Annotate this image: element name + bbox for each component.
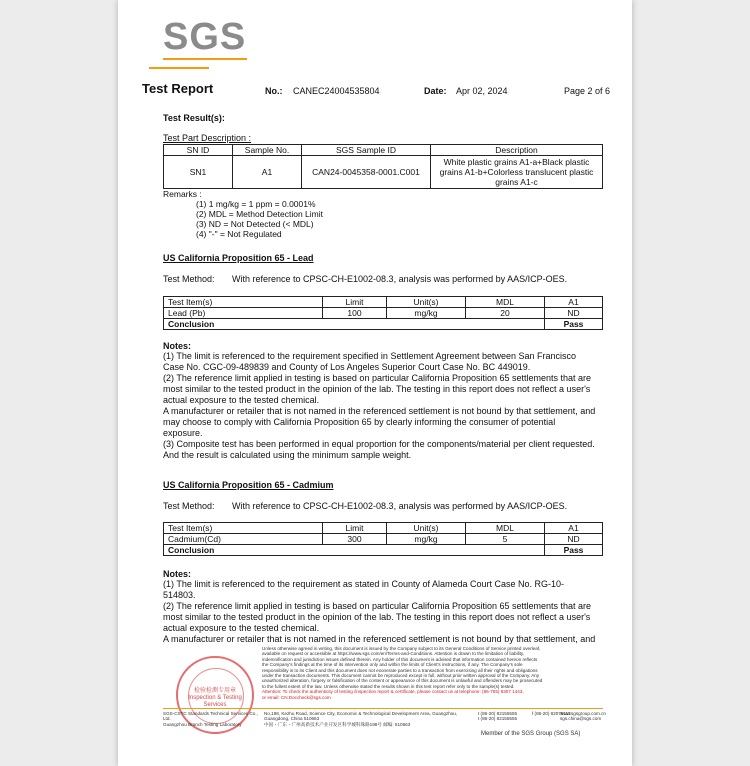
col-test-item: Test Item(s) <box>164 523 323 534</box>
note-line: (3) Composite test has been performed in equal proportion for the components/material per client requested. <box>163 439 595 449</box>
col-description: Description <box>431 145 603 156</box>
remark-item: (4) "-" = Not Regulated <box>196 229 282 239</box>
note-line: 514803. <box>163 590 196 600</box>
cell-units: mg/kg <box>387 308 466 319</box>
footer-phones: t (86-20) 82155555 t (86-20) 82155555 <box>478 711 518 722</box>
table-row <box>164 534 603 545</box>
test-results-heading: Test Result(s): <box>163 113 225 123</box>
remark-item: (3) ND = Not Detected (< MDL) <box>196 219 314 229</box>
note-line: may choose to comply with California Proposition 65 by clearly informing the consumer of potential <box>163 417 556 427</box>
date-label: Date: <box>424 86 447 96</box>
logo-underline-2 <box>149 67 209 69</box>
footer-web: www.sgsgroup.com.cn sgs.china@sgs.com <box>560 711 606 722</box>
footer-rule <box>163 708 603 709</box>
notes-lead-label: Notes: <box>163 341 192 351</box>
cell-limit: 100 <box>323 308 387 319</box>
section-cadmium-title: US California Proposition 65 - Cadmium <box>163 480 334 490</box>
conclusion-row <box>164 545 603 556</box>
remark-item: (1) 1 mg/kg = 1 ppm = 0.0001% <box>196 199 316 209</box>
col-mdl: MDL <box>466 523 545 534</box>
report-no-value: CANEC24004535804 <box>293 86 380 96</box>
cell-sgs-sample-id: CAN24-0045358-0001.C001 <box>302 156 431 189</box>
col-units: Unit(s) <box>387 297 466 308</box>
col-sample-no: Sample No. <box>233 145 302 156</box>
lead-method-text: With reference to CPSC-CH-E1002-08.3, analysis was performed by AAS/ICP-OES. <box>232 274 568 284</box>
note-line: (2) The reference limit applied in testing is based on particular California Proposition 65 settlements that are <box>163 601 592 611</box>
col-sn-id: SN ID <box>164 145 233 156</box>
remarks-list <box>196 199 323 239</box>
note-line: actual exposure to the tested chemical. <box>163 623 320 633</box>
part-description-table <box>163 144 603 189</box>
col-units: Unit(s) <box>387 523 466 534</box>
footer-address: No.198, Kezhu Road, Science City, Economic & Technological Development Area, Guangzhou, Guangdong, China 510663 中国・广东・广州高新技术产业开发区科学城科珠路198号 邮编: 510663 <box>264 711 458 727</box>
remark-item: (2) MDL = Method Detection Limit <box>196 209 323 219</box>
lead-method-label: Test Method: <box>163 274 215 284</box>
table-row <box>164 308 603 319</box>
note-line: A manufacturer or retailer that is not named in the referenced settlement is not bound by that settlement, and <box>163 406 596 416</box>
conclusion-row <box>164 319 603 330</box>
sgs-logo-text: SGS <box>163 16 247 58</box>
cell-units: mg/kg <box>387 534 466 545</box>
cadmium-results-table <box>163 522 603 556</box>
lead-results-table <box>163 296 603 330</box>
table-row <box>164 156 603 189</box>
footer-company: SGS-CSTC Standards Technical Services Co., Ltd. Guangzhou Branch Testing Laboratory <box>163 711 258 727</box>
conclusion-value: Pass <box>545 545 603 556</box>
cell-a1: ND <box>545 308 603 319</box>
report-title: Test Report <box>142 81 214 96</box>
seal-text: 检验检测专用章 Inspection & Testing Services <box>188 688 242 708</box>
conclusion-value: Pass <box>545 319 603 330</box>
notes-cd-label: Notes: <box>163 569 192 579</box>
col-mdl: MDL <box>466 297 545 308</box>
date-value: Apr 02, 2024 <box>456 86 508 96</box>
sgs-member-text: Member of the SGS Group (SGS SA) <box>481 731 581 737</box>
note-line: (2) The reference limit applied in testing is based on particular California Proposition 65 settlements that are <box>163 373 592 383</box>
col-limit: Limit <box>323 297 387 308</box>
note-line: And the result is calculated using the minimum sample weight. <box>163 450 412 460</box>
notes-cd-body <box>163 579 608 645</box>
notes-lead-body <box>163 351 608 461</box>
col-a1: A1 <box>545 523 603 534</box>
section-lead-title: US California Proposition 65 - Lead <box>163 253 314 263</box>
footer-disclaimer: Unless otherwise agreed in writing, this document is issued by the Company subject to its General Conditions of Service printed overleaf, available on request or accessible at https://www.sgs.com/en/Terms-and-Conditions. Attention is drawn to the limitation of liability, indemnification and jurisdiction issues defined therein. Any holder of this document is advised that information contained hereon reflects the Company's findings at the time of its intervention only and within the limits of Client's instructions, if any. The Company's sole responsibility is to its Client and this document does not exonerate parties to a transaction from exercising all their rights and obligations under the transaction documents. This document cannot be reproduced except in full, without prior written approval of the Company. Any unauthorized alteration, forgery or falsification of the content or appearance of this document is unlawful and offenders may be prosecuted to the fullest extent of the law. Unless otherwise stated the results shown in this test report refer only to the sample(s) tested. Attention: To check the authenticity of testing /inspection report & certificate, please contact us at telephone: (86-755) 8307 1443, or email: CN.Doccheck@sgs.com <box>262 646 607 700</box>
logo-underline <box>163 58 247 60</box>
footer-attention: Attention: To check the authenticity of testing /inspection report & certificate, please contact us at telephone: (86-755) 8307 1443, <box>262 689 524 695</box>
cell-sn-id: SN1 <box>164 156 233 189</box>
page-number: Page 2 of 6 <box>564 86 611 96</box>
note-line: most similar to the tested product in the opinion of the lab. The testing in this report does not reflect a user's <box>163 384 591 394</box>
cell-test-item: Cadmium(Cd) <box>164 534 323 545</box>
cd-method-text: With reference to CPSC-CH-E1002-08.3, analysis was performed by AAS/ICP-OES. <box>232 501 568 511</box>
note-line: (1) The limit is referenced to the requirement specified in Settlement Agreement between San Francisco <box>163 351 577 361</box>
cell-test-item: Lead (Pb) <box>164 308 323 319</box>
cell-mdl: 5 <box>466 534 545 545</box>
cell-limit: 300 <box>323 534 387 545</box>
conclusion-label: Conclusion <box>164 545 545 556</box>
part-description-heading: Test Part Description : <box>163 133 252 143</box>
col-test-item: Test Item(s) <box>164 297 323 308</box>
col-sgs-sample-id: SGS Sample ID <box>302 145 431 156</box>
report-no-label: No.: <box>265 86 283 96</box>
note-line: most similar to the tested product in the opinion of the lab. The testing in this report does not reflect a user's <box>163 612 591 622</box>
note-line: Case No. CGC-09-489839 and County of Los Angeles Superior Court Case No. BC 449019. <box>163 362 531 372</box>
cell-a1: ND <box>545 534 603 545</box>
note-line: (1) The limit is referenced to the requirement as stated in County of Alameda Court Case No. RG-10- <box>163 579 565 589</box>
note-line: exposure. <box>163 428 203 438</box>
col-a1: A1 <box>545 297 603 308</box>
cell-sample-no: A1 <box>233 156 302 189</box>
conclusion-label: Conclusion <box>164 319 545 330</box>
footer-fax: f (86-20) 82075113 <box>532 711 571 716</box>
sgs-logo <box>163 18 247 62</box>
remarks-label: Remarks : <box>163 189 202 199</box>
cell-description: White plastic grains A1-a+Black plastic grains A1-b+Colorless translucent plastic grains A1-c <box>431 156 603 189</box>
cell-mdl: 20 <box>466 308 545 319</box>
note-line: actual exposure to the tested chemical. <box>163 395 320 405</box>
footer-email: or email: CN.Doccheck@sgs.com <box>262 694 331 700</box>
cd-method-label: Test Method: <box>163 501 215 511</box>
col-limit: Limit <box>323 523 387 534</box>
note-line: A manufacturer or retailer that is not named in the referenced settlement is not bound by that settlement, and <box>163 634 596 644</box>
